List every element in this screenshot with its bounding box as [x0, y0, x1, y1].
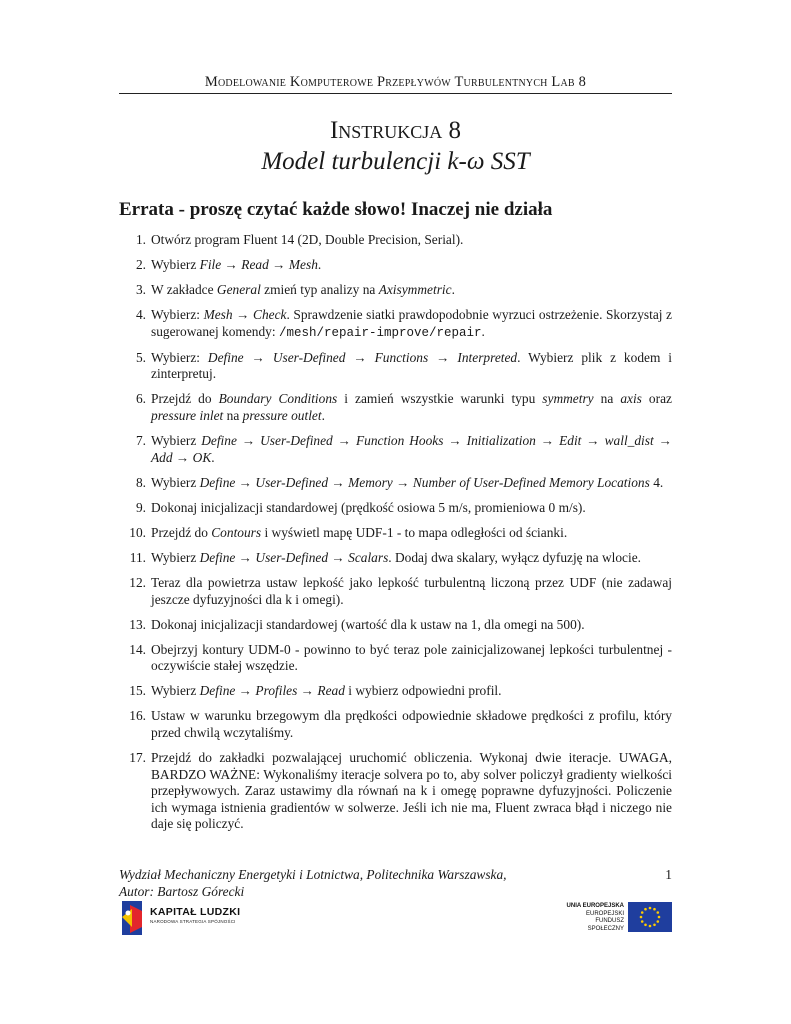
list-item-number: 17. [129, 750, 146, 765]
list-item-text: Define → User-Defined → Scalars [199, 549, 389, 565]
document-title: Instrukcja 8 [329, 117, 462, 144]
footer-affiliation: Wydział Mechaniczny Energetyki i Lotnictwa, Politechnika Warszawska, [119, 867, 507, 882]
list-item-number: 5. [135, 349, 146, 365]
list-item-text: zmień typ analizy na [260, 282, 379, 298]
eu-logo-text [560, 903, 624, 933]
list-item-text: Define → User-Defined → Function Hooks → Initialization → Edit → wall_dist → Add → OK [151, 433, 673, 465]
list-item-text: Axisymmetric [378, 282, 452, 298]
list-item-text: . [317, 257, 322, 273]
list-item-text: Przejdź do [151, 391, 219, 407]
kapital-ludzki-subtext: NARODOWA STRATEGIA SPÓJNOŚCI [150, 919, 236, 924]
list-item [119, 642, 672, 675]
list-item-text: pressure inlet [151, 407, 224, 423]
list-item-number: 9. [135, 499, 146, 515]
list-item-text: Wybierz [151, 549, 200, 565]
list-item-text: Define → User-Defined → Functions → Interpreted [207, 349, 518, 365]
list-item-text: Dokonaj inicjalizacji standardowej (wartość dla k ustaw na 1, dla omegi na 500). [151, 616, 585, 632]
list-item-text: . Sprawdzenie siatki prawdopodobnie wyrzuci ostrzeżenie. Skorzystaj z sugerowanej komendy: [151, 307, 672, 339]
list-item [119, 525, 672, 542]
list-item-text: . [451, 282, 455, 298]
eu-fund-line2: FUNDUSZ SPOŁECZNY [587, 918, 624, 932]
list-item-number: 8. [135, 474, 146, 490]
list-item-text: i wyświetl mapę UDF-1 - to mapa odległości od ścianki. [261, 524, 568, 540]
list-item-text: Obejrzyj kontury UDM-0 - powinno to być teraz pole zainicjalizowanej lepkości turbulentnej - oczywiście stałej wszędzie. [151, 641, 672, 674]
list-item-text: Wybierz [151, 433, 202, 449]
list-item-number: 4. [135, 307, 146, 323]
list-item-text: Boundary Conditions [218, 391, 338, 407]
list-item-text: Contours [211, 524, 262, 540]
list-item [119, 282, 672, 299]
list-item-text: pressure outlet [242, 407, 322, 423]
list-item-text: Wybierz [151, 474, 200, 490]
list-item [119, 500, 672, 517]
running-header: Modelowanie Komputerowe Przepływów Turbulentnych Lab 8 [204, 74, 587, 90]
list-item-text: . [481, 323, 485, 339]
list-item-text: symmetry [542, 391, 594, 407]
list-item-text: Przejdź do zakładki pozwalającej uruchomić obliczenia. Wykonaj dwie iteracje. UWAGA, BARDZO WAŻNE: Wykonaliśmy iteracje solvera po to, aby solver policzył gradienty wielkości przepływowych. Zaraz ustawimy dla równań na k i omegę poprawne dyfuzyjności. Policzenie ich wymaga istnienia gradientów w solwerze. Jeśli ich nie ma, Fluent zwraca błąd i niczego nie daje się policzyć. [151, 750, 672, 831]
list-item-text: . Dodaj dwa skalary, wyłącz dyfuzję na wlocie. [388, 549, 642, 565]
list-item-text: Define → Profiles → Read [199, 683, 345, 699]
list-item-text: Teraz dla powietrza ustaw lepkość jako lepkość turbulentną liczoną przez UDF (nie zadawaj jeszcze dyfuzyjności dla k i omegi). [151, 575, 672, 607]
list-item [119, 475, 672, 492]
footer-author: Autor: Bartosz Górecki [119, 883, 245, 899]
list-item-text: Define → User-Defined → Memory → Number of User-Defined Memory Locations [199, 474, 650, 490]
list-item [119, 617, 672, 634]
kapital-ludzki-logo [120, 897, 260, 937]
kapital-ludzki-emblem-icon [120, 897, 148, 937]
list-item-text: Wybierz [151, 683, 200, 699]
list-item-text: . [211, 449, 215, 465]
list-item-text: General [216, 282, 261, 298]
list-item-number: 16. [129, 708, 146, 724]
list-item-text: Ustaw w warunku brzegowym dla prędkości odpowiednie składowe prędkości z profilu, który przed chwilą wczytaliśmy. [151, 708, 672, 740]
list-item-text: na [593, 391, 621, 407]
list-item [119, 391, 672, 424]
list-item [119, 750, 672, 833]
list-item-text: i wybierz odpowiedni profil. [344, 683, 502, 699]
list-item-number: 13. [129, 616, 146, 632]
list-item-number: 3. [135, 282, 146, 298]
list-item-text: Przejdź do [151, 524, 212, 540]
errata-heading: Errata - proszę czytać każde słowo! Inaczej nie działa [119, 199, 553, 220]
eu-flag-icon [628, 902, 672, 932]
header-rule [119, 93, 672, 94]
list-item [119, 257, 672, 274]
list-item-text: W zakładce [151, 282, 217, 298]
list-item-text: Wybierz: [151, 307, 204, 323]
list-item [119, 683, 672, 700]
list-item-text: Otwórz program Fluent 14 (2D, Double Precision, Serial). [151, 232, 464, 247]
list-item-text: Wybierz [151, 257, 200, 273]
list-item-text: . [321, 407, 325, 423]
list-item-text: File → Read → Mesh [199, 257, 318, 273]
list-item-number: 12. [129, 575, 146, 591]
list-item-number: 7. [135, 433, 146, 449]
list-item-text: oraz [641, 391, 672, 407]
list-item-text: Wybierz: [151, 349, 208, 365]
list-item-text: Mesh → Check [203, 307, 287, 323]
list-item [119, 433, 672, 466]
instruction-list [119, 232, 672, 841]
list-item-number: 14. [129, 641, 146, 657]
list-item-number: 6. [135, 391, 146, 407]
page-number: 1 [665, 867, 672, 882]
list-item [119, 350, 672, 383]
list-item-number: 11. [129, 549, 146, 565]
list-item-text: i zamień wszystkie warunki typu [337, 391, 543, 407]
kapital-ludzki-text: KAPITAŁ LUDZKI [150, 906, 241, 918]
list-item [119, 550, 672, 567]
list-item-text: 4. [649, 474, 664, 490]
eu-logo [560, 902, 672, 932]
list-item-number: 1. [135, 232, 146, 247]
list-item-text: . Wybierz plik z kodem i zinterpretuj. [151, 349, 673, 382]
list-item-text: axis [620, 391, 642, 407]
list-item [119, 575, 672, 608]
list-item [119, 708, 672, 741]
list-item-number: 15. [129, 683, 146, 699]
list-item-number: 10. [129, 524, 146, 540]
list-item [119, 307, 672, 341]
list-item-number: 2. [135, 257, 146, 273]
list-item-text: /mesh/repair-improve/repair [278, 325, 482, 340]
page-footer [119, 867, 672, 900]
list-item-text: Dokonaj inicjalizacji standardowej (prędkość osiowa 5 m/s, promieniowa 0 m/s). [151, 499, 586, 515]
eu-fund-line1: EUROPEJSKI [585, 910, 624, 917]
document-subtitle: Model turbulencji k-ω SST [261, 148, 530, 175]
eu-name: UNIA EUROPEJSKA [566, 903, 624, 909]
list-item-text: na [223, 407, 243, 423]
list-item [119, 232, 672, 249]
